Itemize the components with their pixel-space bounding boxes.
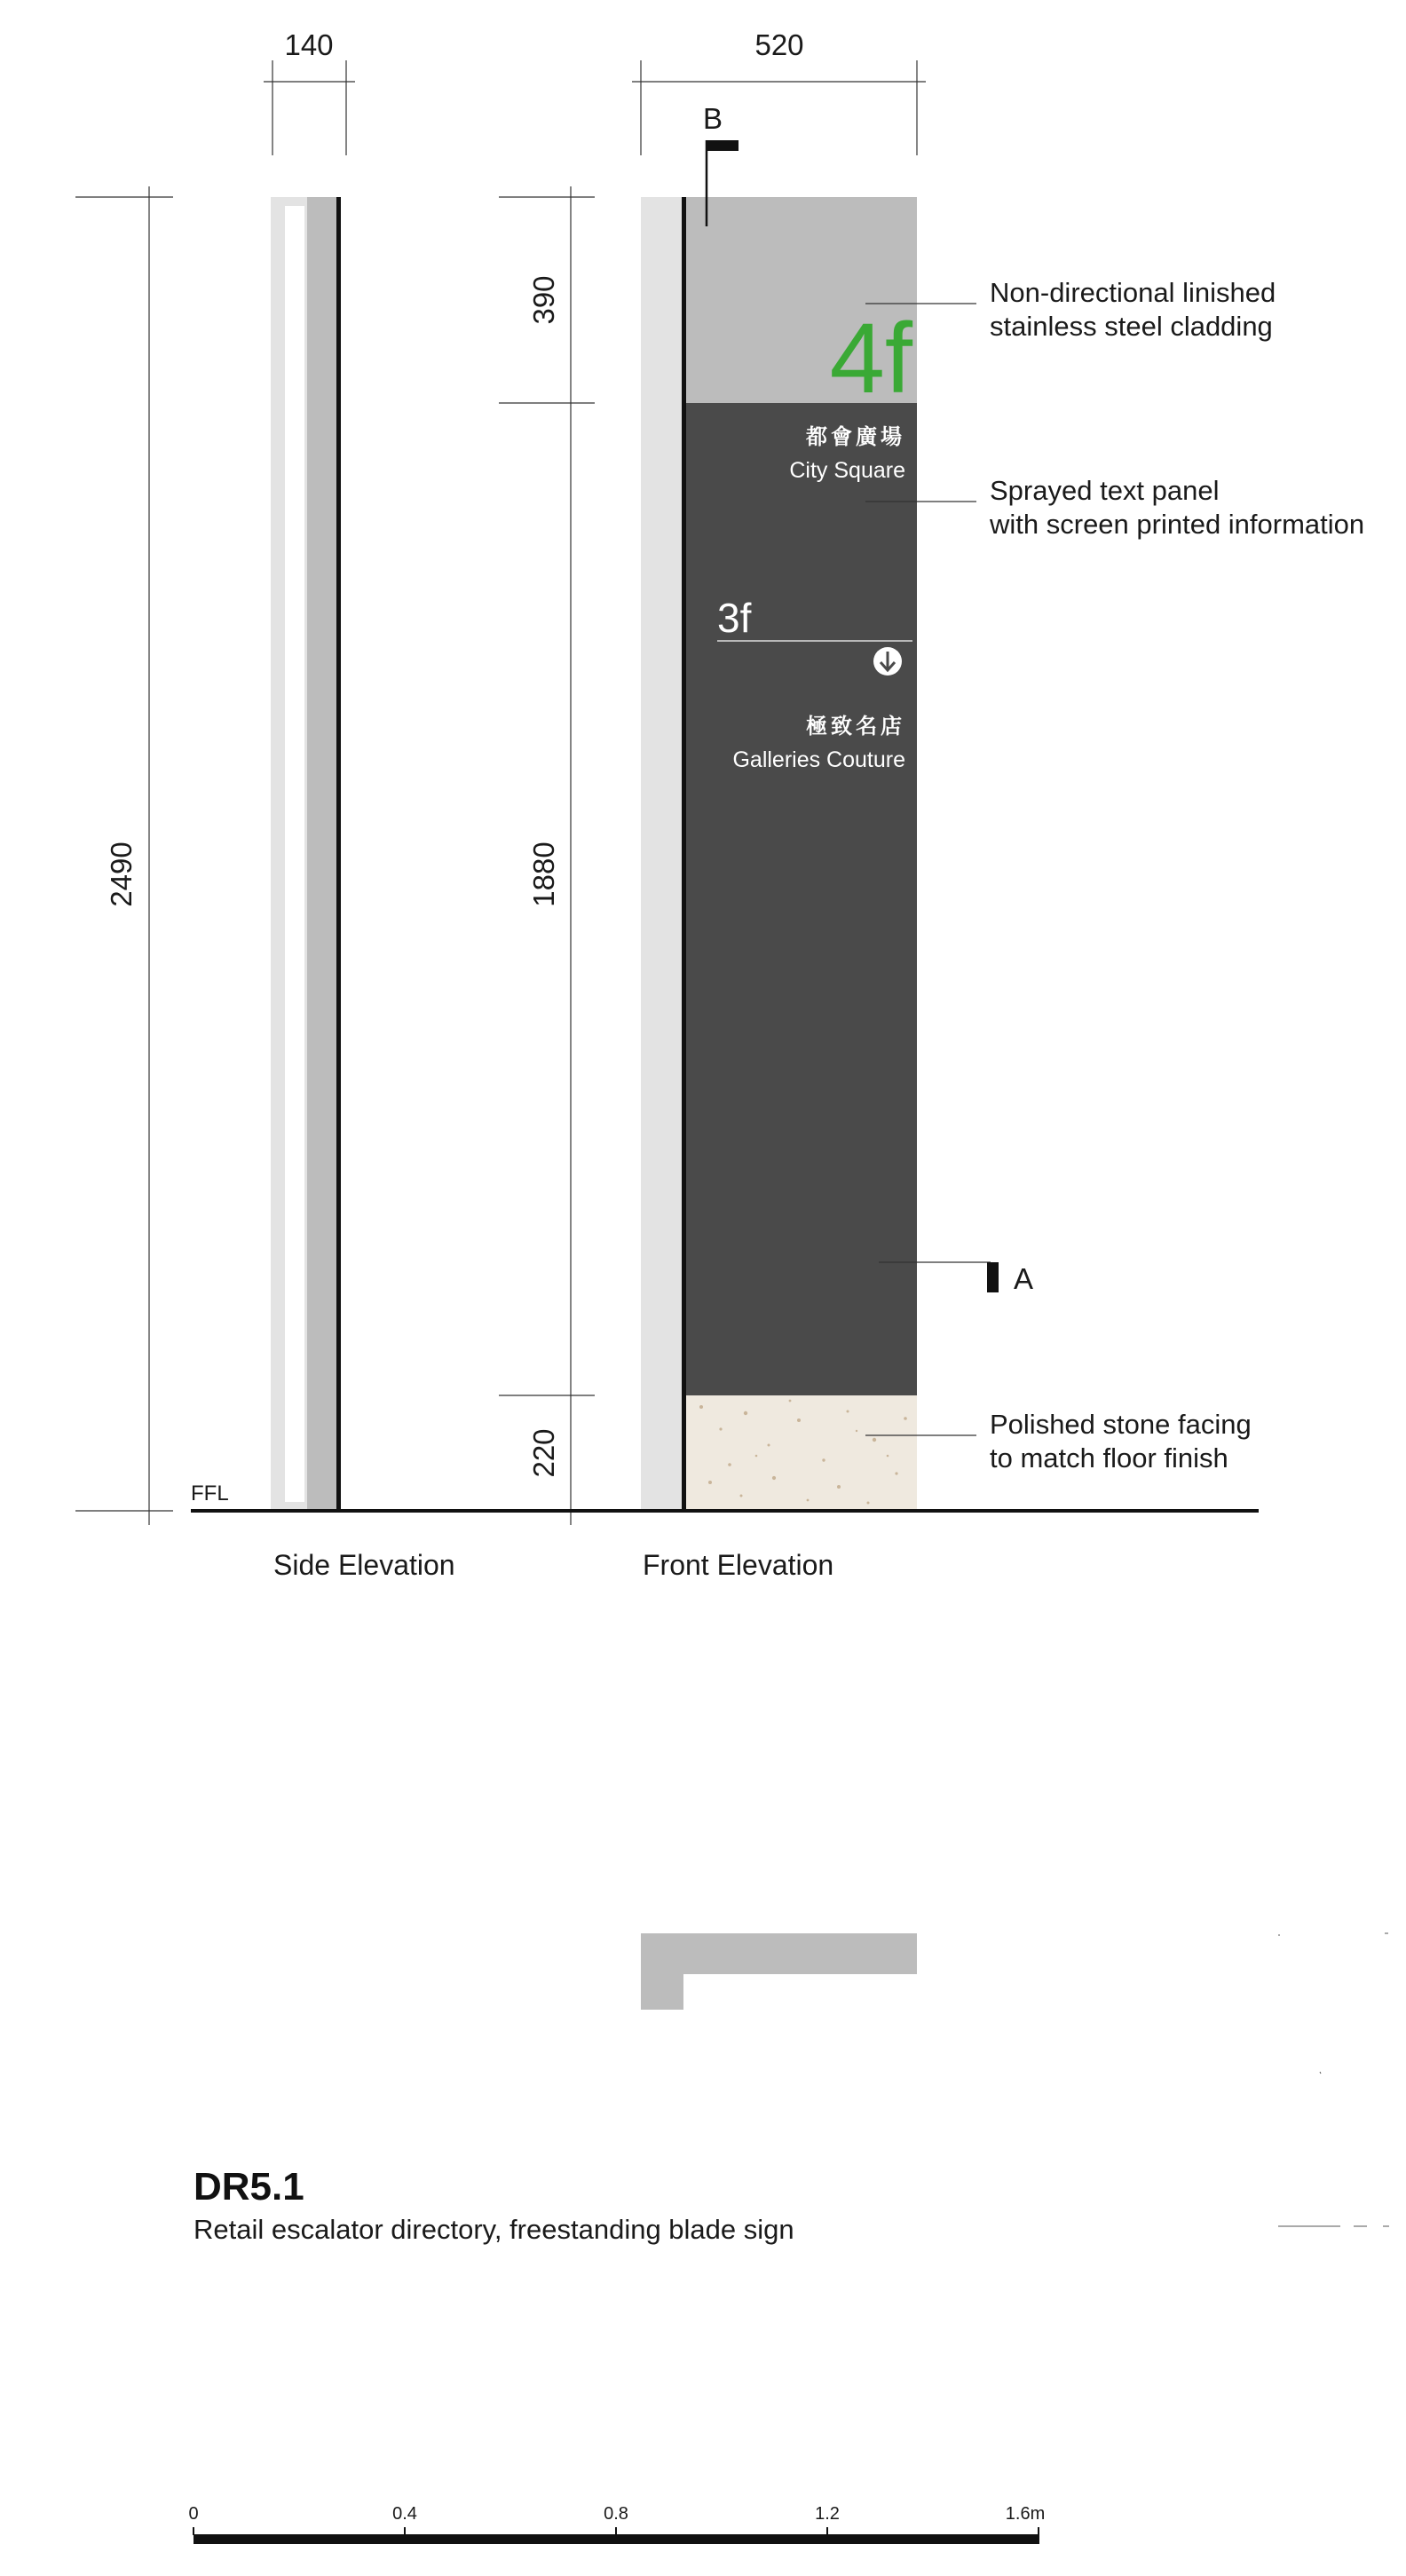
note-cladding-line2: stainless steel cladding bbox=[990, 311, 1273, 342]
front-height-dimensions bbox=[499, 186, 595, 1525]
arrow-down-circle-icon bbox=[873, 647, 902, 676]
scale-tick-3: 1.2 bbox=[815, 2504, 840, 2524]
galleries-couture-en: Galleries Couture bbox=[732, 747, 905, 772]
side-cladding bbox=[307, 197, 337, 1511]
total-height-dimension bbox=[75, 186, 173, 1525]
scale-tick-4: 1.6m bbox=[1005, 2504, 1046, 2524]
scale-bar bbox=[188, 2504, 1045, 2544]
section-b-label: B bbox=[702, 102, 723, 135]
front-width-dimension bbox=[632, 28, 926, 155]
stone-base bbox=[686, 1395, 917, 1511]
note-stone-line1: Polished stone facing bbox=[990, 1409, 1252, 1440]
front-elevation bbox=[641, 197, 917, 1511]
crop-marks bbox=[1278, 1933, 1389, 2226]
front-width-label: 520 bbox=[754, 28, 804, 61]
front-edge-line bbox=[682, 197, 686, 1511]
side-front-edge bbox=[336, 197, 341, 1511]
note-panel bbox=[865, 475, 1364, 540]
note-panel-line2: with screen printed information bbox=[990, 509, 1365, 540]
note-stone bbox=[865, 1409, 1252, 1474]
note-stone-line2: to match floor finish bbox=[990, 1442, 1228, 1474]
note-cladding-line1: Non-directional linished bbox=[990, 277, 1276, 308]
note-panel-line1: Sprayed text panel bbox=[990, 475, 1220, 506]
base-height-label: 220 bbox=[527, 1428, 560, 1478]
city-square-en: City Square bbox=[789, 458, 905, 483]
side-inner-slot bbox=[285, 206, 304, 1502]
drawing-code: DR5.1 bbox=[194, 2165, 304, 2209]
galleries-couture-cn: 極致名店 bbox=[806, 714, 905, 739]
total-height-label: 2490 bbox=[105, 842, 138, 907]
section-a-label: A bbox=[1014, 1262, 1034, 1295]
scale-tick-1: 0.4 bbox=[392, 2504, 417, 2524]
side-elevation-caption: Side Elevation bbox=[273, 1549, 455, 1581]
note-cladding bbox=[865, 277, 1276, 342]
middle-height-label: 1880 bbox=[527, 842, 560, 907]
drawing-description: Retail escalator directory, freestanding blade sign bbox=[194, 2214, 794, 2245]
top-height-label: 390 bbox=[527, 275, 560, 325]
side-elevation bbox=[271, 197, 341, 1511]
scale-tick-0: 0 bbox=[188, 2504, 199, 2524]
side-width-dimension bbox=[264, 28, 355, 155]
front-side-edge bbox=[641, 197, 683, 1511]
text-panel bbox=[686, 403, 917, 1395]
scale-tick-2: 0.8 bbox=[604, 2504, 628, 2524]
floor-3f-label: 3f bbox=[717, 595, 752, 641]
city-square-cn: 都會廣場 bbox=[806, 424, 905, 449]
front-elevation-caption: Front Elevation bbox=[643, 1549, 834, 1581]
ffl-label: FFL bbox=[191, 1482, 229, 1505]
floor-4f-label: 4f bbox=[829, 303, 912, 414]
side-width-label: 140 bbox=[284, 28, 334, 61]
plan-section bbox=[641, 1933, 917, 2010]
scale-bar-line bbox=[194, 2534, 1039, 2544]
